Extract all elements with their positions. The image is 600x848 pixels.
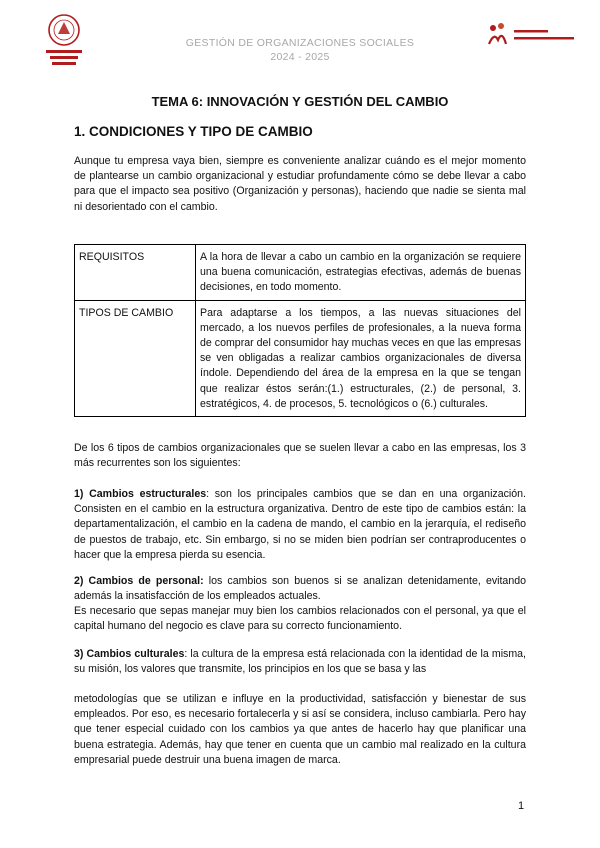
- cultural-continuation-paragraph: metodologías que se utilizan e influye en la productividad, satisfacción y bienestar de sus empleados. Por eso, es necesario fortalecerla y si así se considera, incluso cambiarla. Pero hay que tener especial cuidado con los cambios ya que antes de hacerlo hay que planificar una buena estrategia. Además, hay que tener en cuenta que un cambio mal realizado en la cultura empresarial puede destruir una buena imagen de marca.: [74, 693, 526, 766]
- document-title: TEMA 6: INNOVACIÓN Y GESTIÓN DEL CAMBIO: [151, 94, 449, 109]
- item-heading: 3) Cambios culturales: [74, 648, 185, 660]
- section-heading: 1. CONDICIONES Y TIPO DE CAMBIO: [74, 124, 313, 139]
- item-heading: 1) Cambios estructurales: [74, 488, 207, 500]
- table-key: REQUISITOS: [75, 245, 196, 301]
- intro-paragraph: Aunque tu empresa vaya bien, siempre es conveniente analizar cuándo es el mejor momento de plantearse un cambio organizacional y estudiar profundamente cómo se debe llevar a cabo para que el impacto sea positivo (Organización y personas), haciendo que nadie se sienta mal ni desorientado con el cambio.: [74, 155, 526, 213]
- table-row: [75, 300, 526, 416]
- types-paragraph: De los 6 tipos de cambios organizacionales que se suelen llevar a cabo en las empresas, los 3 más recurrentes son los siguientes:: [74, 442, 526, 470]
- document-header: [150, 36, 450, 64]
- table-key: TIPOS DE CAMBIO: [75, 300, 196, 416]
- table-row: [75, 245, 526, 301]
- page-number: 1: [518, 800, 525, 812]
- cultural-changes-paragraph: [74, 647, 526, 677]
- structural-changes-paragraph: [74, 487, 526, 563]
- header-year: 2024 - 2025: [270, 51, 330, 63]
- item-body: : son los principales cambios que se dan en una organización. Consisten en el cambio en la estructura organizativa. Dentro de este tipo de cambios están: la departamentalización, el cambio en la cadena de mando, el cambio en la jerarquía, el rediseño de puestos de trabajo, etc. Sin embargo, si no se miden bien podrían ser contraproducentes o hacer que la empresa pierda su esencia.: [74, 488, 526, 561]
- requirements-table: [74, 244, 526, 417]
- table-value: Para adaptarse a los tiempos, a las nuevas situaciones del mercado, a los nuevos perfiles de profesionales, a la nueva forma de comprar del consumidor hay muchas veces en que las empresas se ven obligadas a realizar cambios organizacionales de diversa índole. Dependiendo del área de la empresa en la que se tengan que realizar éstos serán:(1.) estructurales, (2.) de personal, 3. estratégicos, 4. de procesos, 5. tecnológicos o (6.) culturales.: [196, 300, 526, 416]
- item-heading: 2) Cambios de personal:: [74, 575, 204, 587]
- item-body: : la cultura de la empresa está relacionada con la identidad de la misma, su misión, los valores que transmite, los principios en los que se basa y las: [74, 648, 526, 676]
- university-logo: [40, 12, 88, 72]
- table-value: A la hora de llevar a cabo un cambio en la organización se requiere una buena comunicación, estrategias efectivas, además de buenas decisiones, en todo momento.: [196, 245, 526, 301]
- item-body: los cambios son buenos si se analizan detenidamente, evitando además la insatisfacción de los empleados actuales.: [74, 575, 526, 603]
- personnel-continuation-paragraph: Es necesario que sepas manejar muy bien los cambios relacionados con el personal, ya que el capital humano del negocio es clave para su correcto funcionamiento.: [74, 605, 526, 633]
- header-course: GESTIÓN DE ORGANIZACIONES SOCIALES: [185, 37, 415, 49]
- educacion-social-logo: [486, 20, 578, 50]
- personnel-changes-paragraph: [74, 574, 526, 604]
